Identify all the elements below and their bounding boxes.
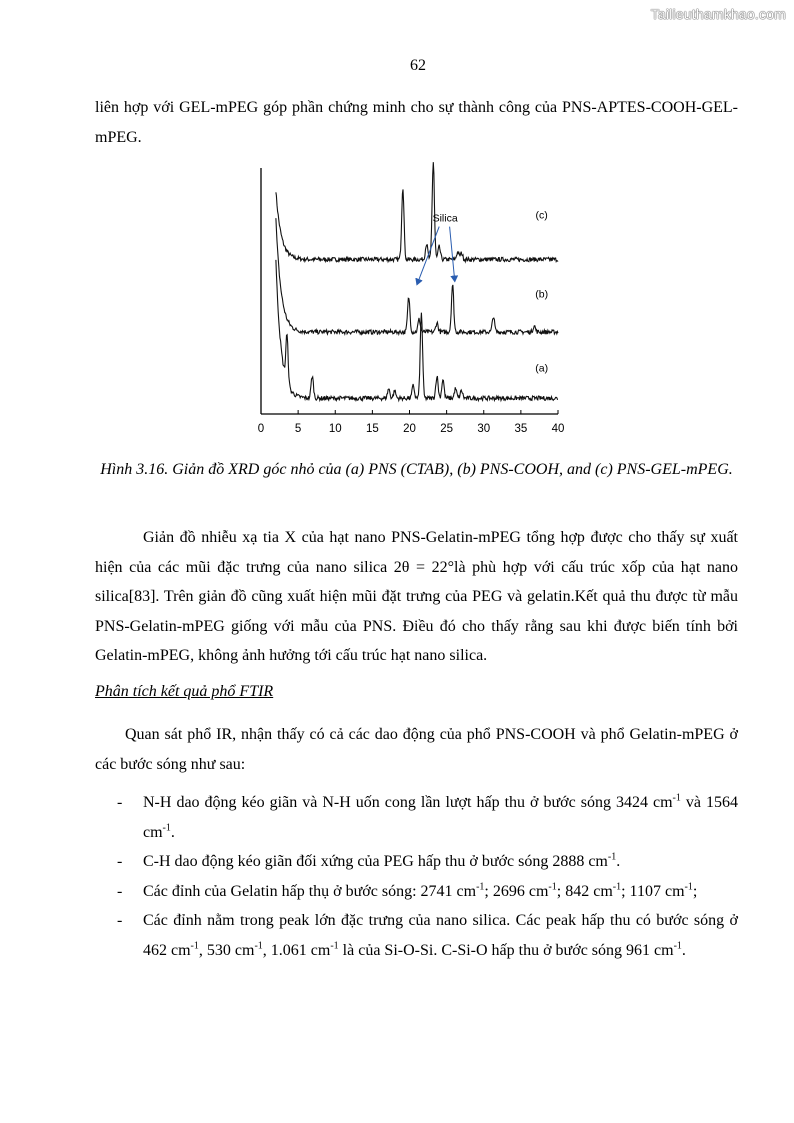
series-line xyxy=(276,162,558,262)
superscript: -1 xyxy=(548,881,557,893)
bullet-text: . xyxy=(681,941,686,959)
bullet-text: Các đỉnh của Gelatin hấp thụ ở bước sóng: 2741 cm xyxy=(143,882,477,900)
xrd-chart xyxy=(240,162,570,442)
ftir-bullet-item xyxy=(95,847,738,877)
silica-arrow xyxy=(450,227,455,282)
x-tick-label: 10 xyxy=(328,423,342,435)
bullet-text: . xyxy=(616,853,621,870)
superscript: -1 xyxy=(673,940,682,952)
silica-arrow xyxy=(417,227,439,285)
x-tick-label: 15 xyxy=(365,423,379,435)
bullet-text: và 1564 cm xyxy=(143,794,738,841)
series-label: (c) xyxy=(535,209,548,222)
ftir-bullet-item xyxy=(95,877,738,907)
ftir-bullet-list xyxy=(95,788,738,965)
superscript: -1 xyxy=(254,940,263,952)
bullet-text: , 1.061 cm xyxy=(262,941,331,959)
series-label: (a) xyxy=(535,362,549,375)
bullet-text: ; 2696 cm xyxy=(484,882,549,900)
bullet-dash: - xyxy=(117,912,123,929)
paragraph-intro: liên hợp với GEL-mPEG góp phần chứng minh cho sự thành công của PNS-APTES-COOH-GEL-mPEG. xyxy=(95,99,738,146)
bullet-text: ; 1107 cm xyxy=(621,882,685,900)
series-line xyxy=(276,218,558,334)
bullet-text: C-H dao động kéo giãn đối xứng của PEG hấp thu ở bước sóng 2888 cm xyxy=(143,853,608,870)
paragraph-xrd: Giản đồ nhiễu xạ tia X của hạt nano PNS-Gelatin-mPEG tổng hợp được cho thấy sự xuất hiện của các mũi đặc trưng của nano silica 2θ = 22°là phù hợp với cấu trúc xốp của hạt nano silica[83]. Trên giản đồ cũng xuất hiện mũi đặt trưng của PEG và gelatin.Kết quả thu được từ mẫu PNS-Gelatin-mPEG giống với mẫu của PNS. Điều đó cho thấy rằng sau khi được biến tính bởi Gelatin-mPEG, không ảnh hưởng tới cấu trúc hạt nano silica. xyxy=(95,529,738,664)
superscript: -1 xyxy=(684,881,693,893)
superscript: -1 xyxy=(330,940,339,952)
superscript: -1 xyxy=(162,822,171,834)
x-tick-label: 25 xyxy=(440,423,454,435)
bullet-text: . xyxy=(170,823,175,841)
section-heading-ftir: Phân tích kết quả phổ FTIR xyxy=(95,683,274,700)
paragraph-ftir: Quan sát phổ IR, nhận thấy có cả các dao động của phổ PNS-COOH và phổ Gelatin-mPEG ở các bước sóng như sau: xyxy=(95,726,738,773)
bullet-dash: - xyxy=(117,882,123,900)
ftir-bullet-item xyxy=(95,906,738,965)
xrd-figure xyxy=(240,162,570,442)
silica-annotation-label: Silica xyxy=(432,212,458,225)
figure-caption: Hình 3.16. Giản đồ XRD góc nhỏ của (a) PNS (CTAB), (b) PNS-COOH, and (c) PNS-GEL-mPEG. xyxy=(100,461,733,478)
bullet-dash: - xyxy=(117,794,123,811)
x-tick-label: 0 xyxy=(257,423,265,435)
series-label: (b) xyxy=(535,288,549,301)
bullet-text: là của Si-O-Si. C-Si-O hấp thu ở bước sóng 961 cm xyxy=(338,941,674,959)
superscript: -1 xyxy=(607,851,617,863)
bullet-text: ; xyxy=(692,882,698,900)
superscript: -1 xyxy=(476,881,485,893)
x-tick-label: 40 xyxy=(551,423,565,435)
ftir-bullet-item xyxy=(95,788,738,847)
x-tick-label: 5 xyxy=(294,423,302,435)
bullet-text: , 530 cm xyxy=(198,941,255,959)
bullet-dash: - xyxy=(117,853,123,870)
superscript: -1 xyxy=(672,792,681,804)
bullet-text: N-H dao động kéo giãn và N-H uốn cong lần lượt hấp thu ở bước sóng 3424 cm xyxy=(143,794,673,811)
superscript: -1 xyxy=(612,881,622,893)
x-tick-label: 30 xyxy=(477,423,491,435)
bullet-text: Các đỉnh nằm trong peak lớn đặc trưng của nano silica. Các peak hấp thu có bước sóng ở 462 cm xyxy=(143,912,738,959)
page-number: 62 xyxy=(410,57,426,74)
x-tick-label: 20 xyxy=(403,423,416,435)
superscript: -1 xyxy=(190,940,199,952)
bullet-text: ; 842 cm xyxy=(556,882,613,900)
watermark: Tailieuthamkhao.com xyxy=(650,6,786,22)
x-tick-label: 35 xyxy=(514,423,528,435)
